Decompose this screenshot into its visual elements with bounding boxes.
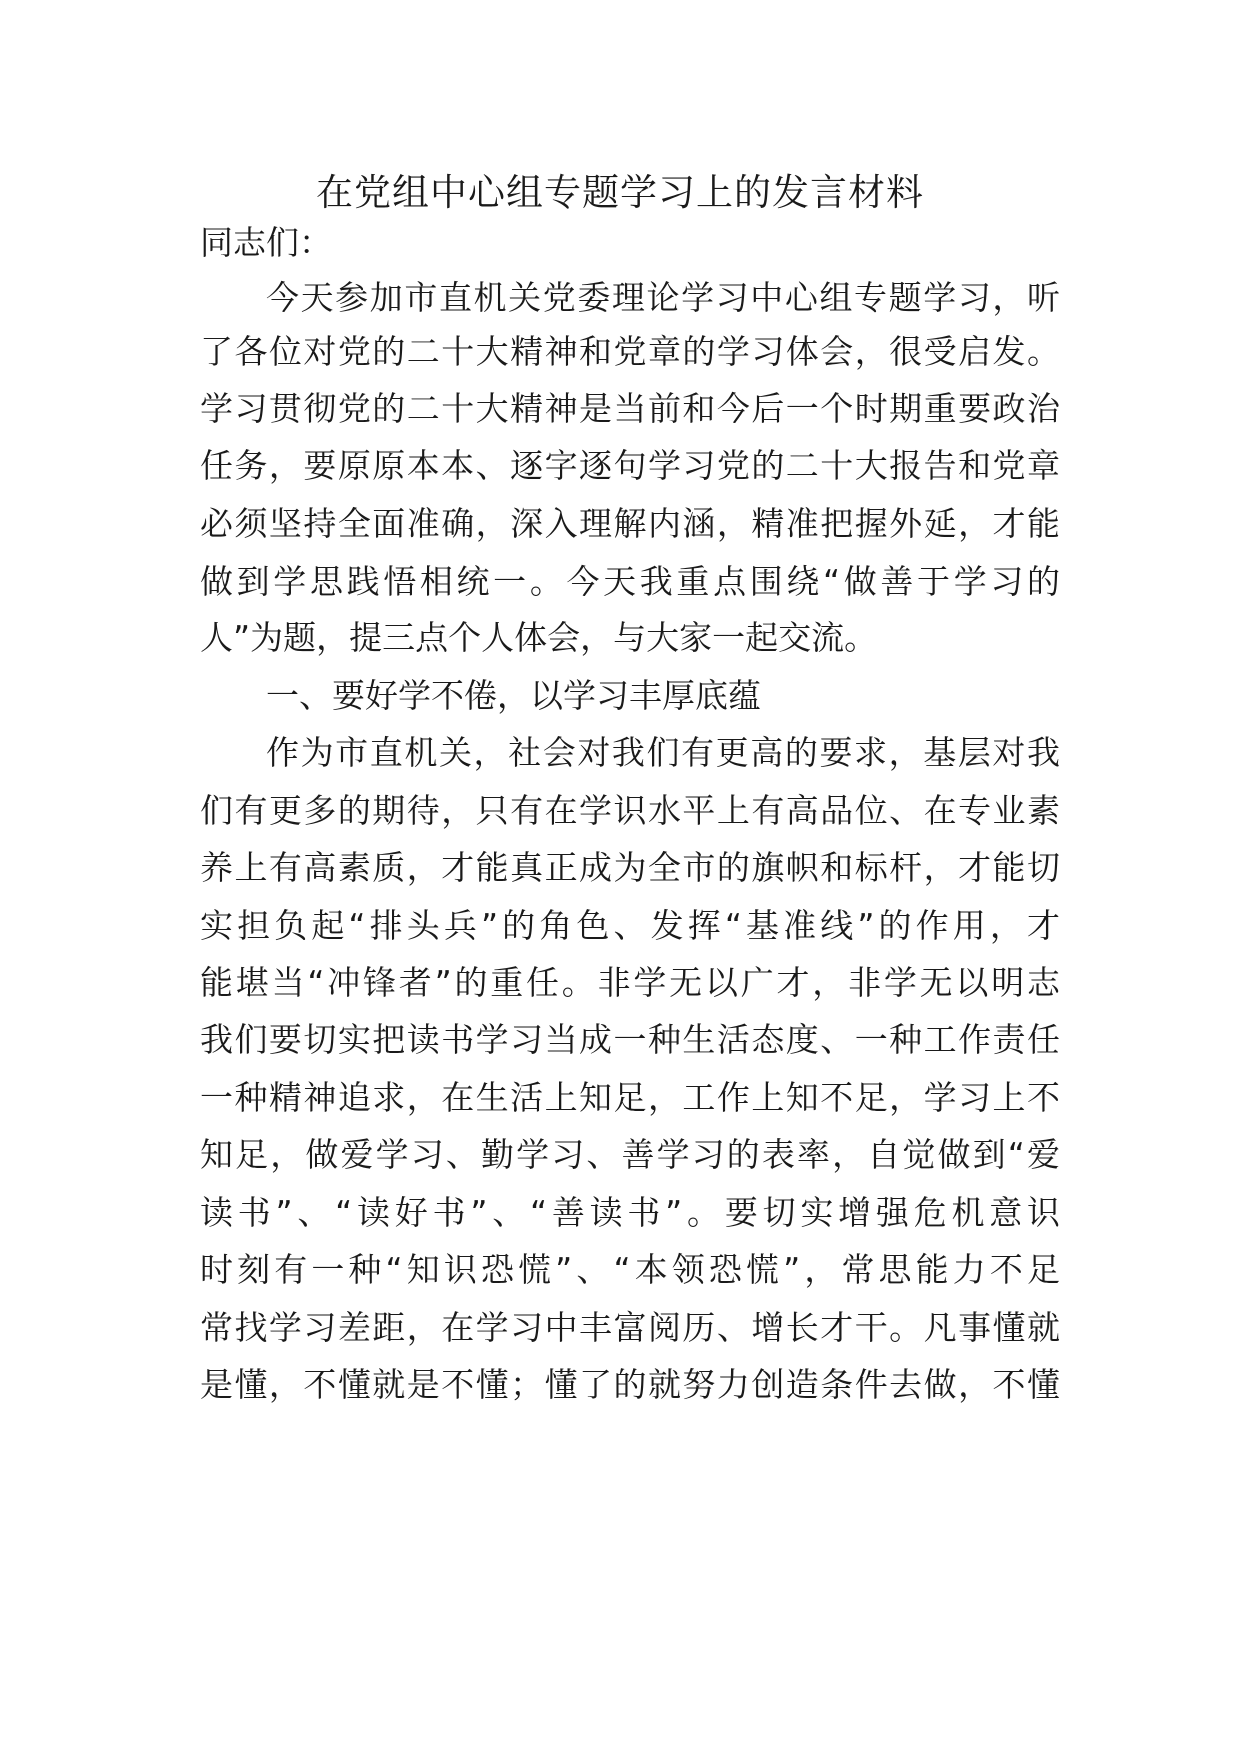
paragraph-line: 常找学习差距，在学习中丰富阅历、增长才干。凡事懂就 — [200, 1308, 1060, 1347]
paragraph-line: 今天参加市直机关党委理论学习中心组专题学习，听 — [266, 278, 1060, 317]
salutation: 同志们： — [200, 223, 332, 262]
paragraph-line: 必须坚持全面准确，深入理解内涵，精准把握外延，才能 — [200, 504, 1060, 543]
paragraph-line: 能堪当“冲锋者”的重任。非学无以广才，非学无以明志 — [200, 963, 1060, 1002]
section-heading: 一、要好学不倦，以学习丰厚底蕴 — [266, 676, 761, 715]
paragraph-line: 做到学思践悟相统一。今天我重点围绕“做善于学习的 — [200, 562, 1060, 601]
paragraph-line: 一种精神追求，在生活上知足，工作上知不足，学习上不 — [200, 1078, 1060, 1117]
paragraph-line: 实担负起“排头兵”的角色、发挥“基准线”的作用，才 — [200, 906, 1060, 945]
paragraph-line: 任务，要原原本本、逐字逐句学习党的二十大报告和党章 — [200, 446, 1060, 485]
paragraph-line: 人”为题，提三点个人体会，与大家一起交流。 — [200, 618, 878, 657]
paragraph-line: 了各位对党的二十大精神和党章的学习体会，很受启发。 — [200, 332, 1060, 371]
paragraph-line: 学习贯彻党的二十大精神是当前和今后一个时期重要政治 — [200, 389, 1060, 428]
paragraph-line: 是懂，不懂就是不懂；懂了的就努力创造条件去做，不懂 — [200, 1365, 1060, 1404]
paragraph-line: 时刻有一种“知识恐慌”、“本领恐慌”，常思能力不足 — [200, 1250, 1060, 1289]
paragraph-line: 养上有高素质，才能真正成为全市的旗帜和标杆，才能切 — [200, 848, 1060, 887]
paragraph-line: 们有更多的期待，只有在学识水平上有高品位、在专业素 — [200, 791, 1060, 830]
document-title: 在党组中心组专题学习上的发言材料 — [316, 171, 924, 214]
paragraph-line: 我们要切实把读书学习当成一种生活态度、一种工作责任 — [200, 1020, 1060, 1059]
paragraph-line: 知足，做爱学习、勤学习、善学习的表率，自觉做到“爱 — [200, 1135, 1060, 1174]
paragraph-line: 作为市直机关，社会对我们有更高的要求，基层对我 — [266, 733, 1060, 772]
paragraph-line: 读书”、“读好书”、“善读书”。要切实增强危机意识 — [200, 1193, 1060, 1232]
